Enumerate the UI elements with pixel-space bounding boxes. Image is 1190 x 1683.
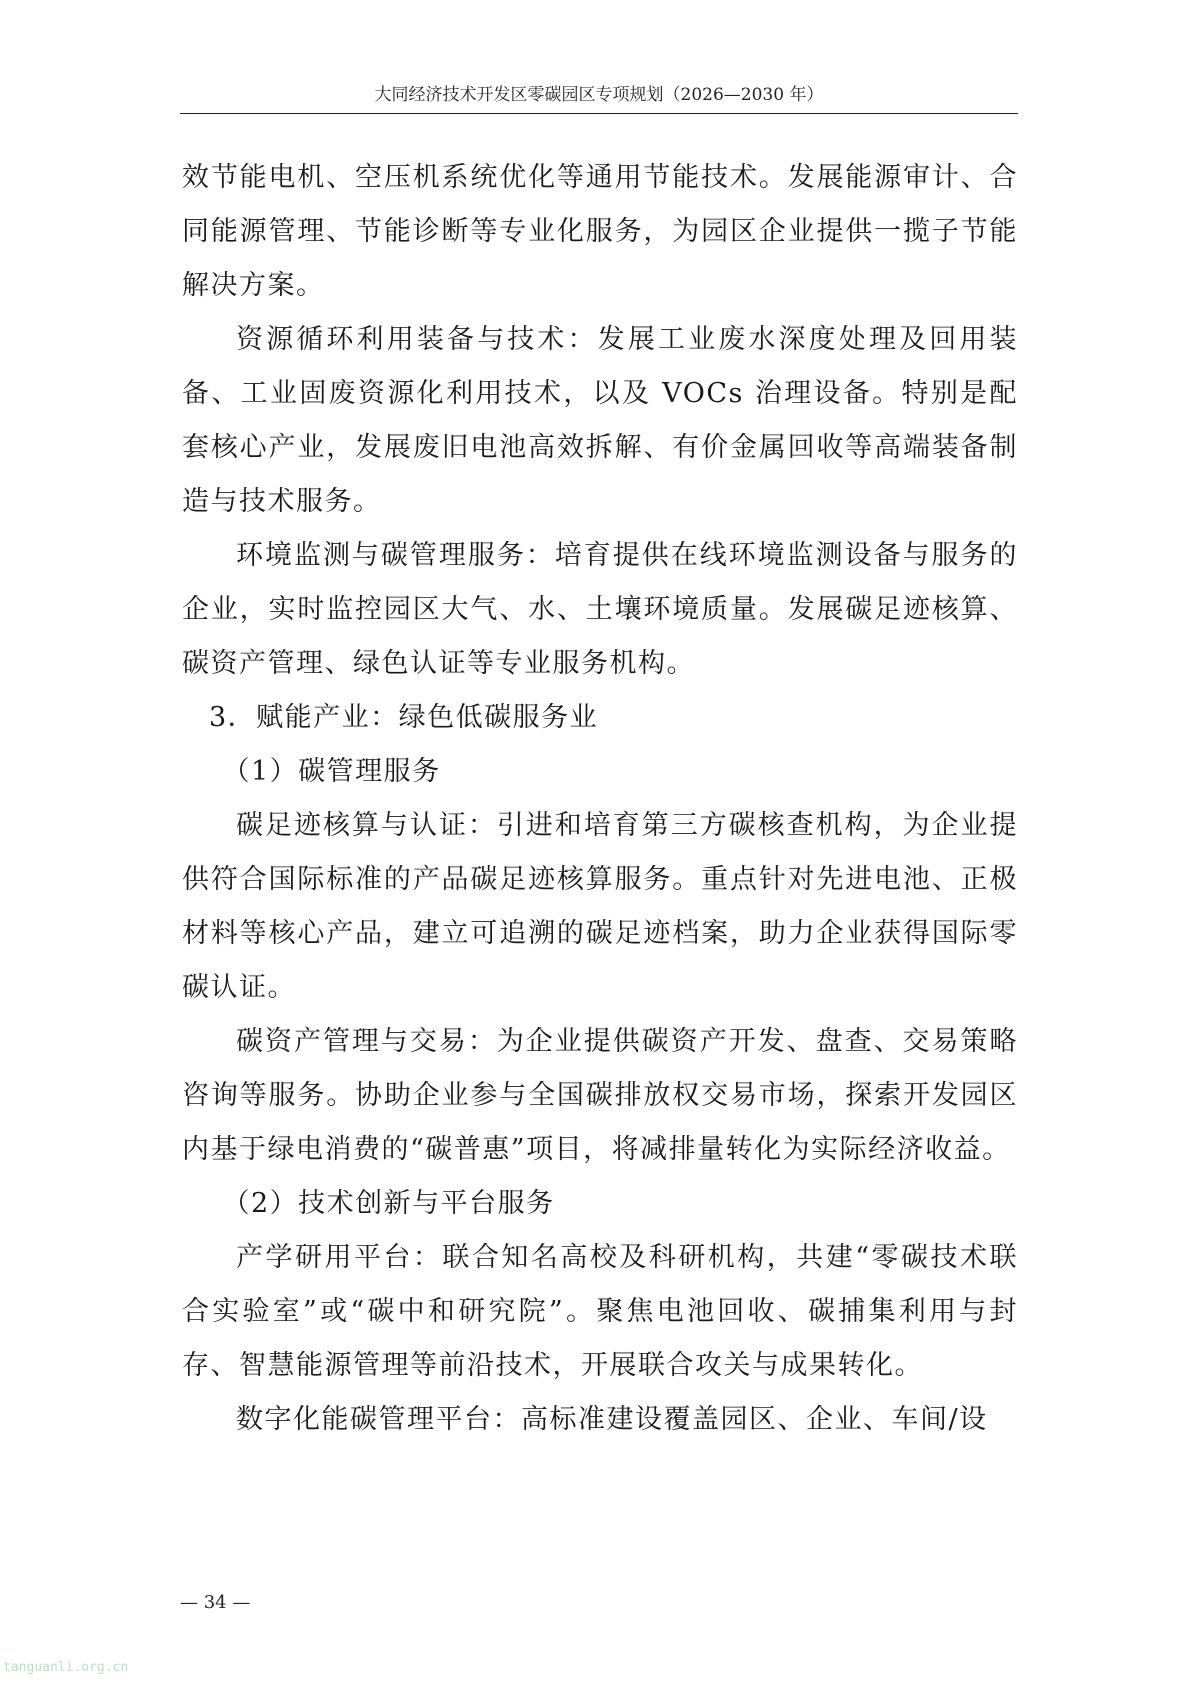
subheading-carbon-management: （1）碳管理服务 — [222, 756, 441, 787]
paragraph-environment-monitoring: 环境监测与碳管理服务：培育提供在线环境监测设备与服务的企业，实时监控园区大气、水、土壤环境质量。发展碳足迹核算、碳资产管理、绿色认证等专业服务机构。 — [182, 540, 1018, 679]
paragraph-continuation: 效节能电机、空压机系统优化等通用节能技术。发展能源审计、合同能源管理、节能诊断等专业化服务，为园区企业提供一揽子节能解决方案。 — [182, 162, 1018, 301]
page-header — [180, 83, 1018, 114]
paragraph-carbon-footprint: 碳足迹核算与认证：引进和培育第三方碳核查机构，为企业提供符合国际标准的产品碳足迹核算服务。重点针对先进电池、正极材料等核心产品，建立可追溯的碳足迹档案，助力企业获得国际零碳认证。 — [182, 810, 1018, 1003]
subheading-tech-innovation: （2）技术创新与平台服务 — [222, 1188, 555, 1219]
header-title: 大同经济技术开发区零碳园区专项规划（2026—2030 年） — [374, 85, 824, 105]
page-number: — 34 — — [180, 1592, 251, 1613]
section-heading-3: 3．赋能产业：绿色低碳服务业 — [209, 702, 599, 733]
paragraph-research-platform: 产学研用平台：联合知名高校及科研机构，共建“零碳技术联合实验室”或“碳中和研究院”。聚焦电池回收、碳捕集利用与封存、智慧能源管理等前沿技术，开展联合攻关与成果转化。 — [182, 1242, 1018, 1381]
paragraph-resource-recycling: 资源循环利用装备与技术：发展工业废水深度处理及回用装备、工业固废资源化利用技术，以及 VOCs 治理设备。特别是配套核心产业，发展废旧电池高效拆解、有价金属回收等高端装备制造与技术服务。 — [182, 324, 1018, 517]
paragraph-digital-platform: 数字化能碳管理平台：高标准建设覆盖园区、企业、车间/设 — [236, 1404, 988, 1435]
document-body — [182, 151, 1018, 1447]
paragraph-carbon-asset: 碳资产管理与交易：为企业提供碳资产开发、盘查、交易策略咨询等服务。协助企业参与全国碳排放权交易市场，探索开发园区内基于绿电消费的“碳普惠”项目，将减排量转化为实际经济收益。 — [182, 1026, 1018, 1165]
site-watermark: tanguanli.org.cn — [3, 1660, 129, 1675]
